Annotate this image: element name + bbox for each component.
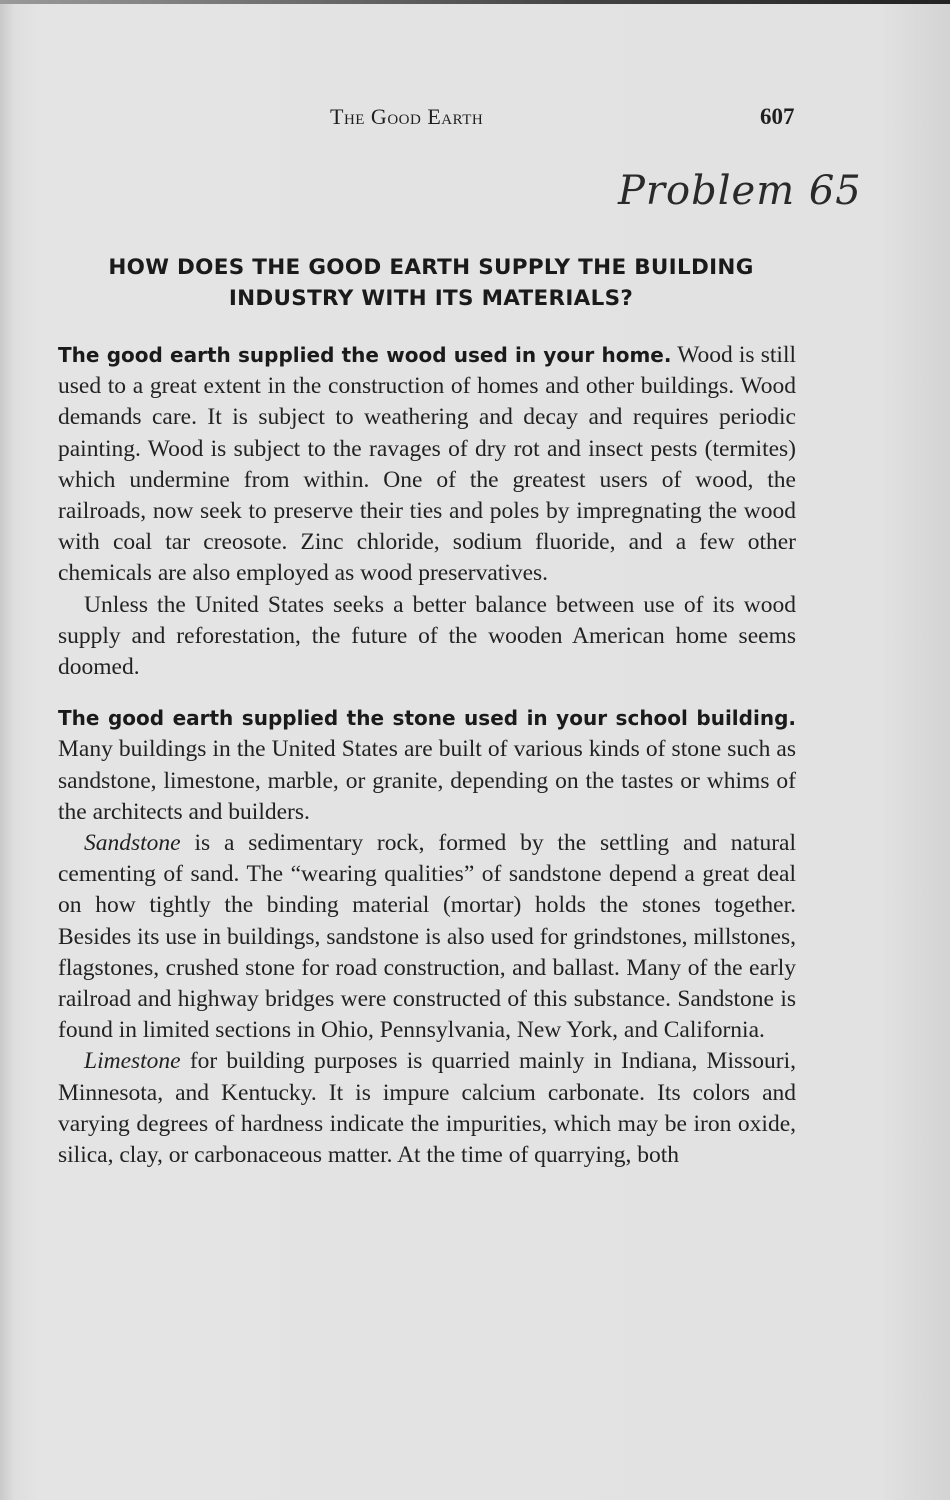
section-heading: HOW DOES THE GOOD EARTH SUPPLY THE BUILDING INDUSTRY WITH ITS MATERIALS?	[108, 255, 754, 311]
limestone-term: Limestone	[84, 1048, 181, 1075]
section-gap	[58, 683, 796, 703]
running-head	[0, 104, 950, 134]
problem-label: Problem 65	[618, 168, 862, 214]
stone-lead: The good earth supplied the stone used in your school building.	[58, 706, 796, 731]
sandstone-paragraph	[58, 828, 796, 1046]
running-title: The Good Earth	[330, 104, 484, 129]
wood-paragraph-2: Unless the United States seeks a better balance between use of its wood supply and reforestation, the future of the wooden American home seems doomed.	[58, 591, 796, 681]
wood-text: Wood is still used to a great extent in the construction of homes and other buildings. Wood demands care. It is subject to weathering and decay and requires periodic painting. Wood is subject to the ravages of dry rot and insect pests (termites) which undermine from within. One of the greatest users of wood, the railroads, now seek to preserve their ties and poles by impregnating the wood with coal tar creosote. Zinc chloride, sodium fluoride, and a few other chemicals are also employed as wood preservatives.	[58, 342, 796, 587]
page-top-edge	[0, 0, 950, 4]
sandstone-term: Sandstone	[84, 830, 181, 857]
wood-lead: The good earth supplied the wood used in your home.	[58, 343, 672, 367]
limestone-text: for building purposes is quarried mainly in Indiana, Missouri, Minnesota, and Kentucky. It is impure calcium carbonate. Its colors and varying degrees of hardness indicate the impurities, which may be iron oxide, silica, clay, or carbonaceous matter. At the time of quarrying, both	[58, 1048, 796, 1169]
page-number: 607	[760, 104, 795, 129]
wood-paragraph	[58, 340, 796, 590]
limestone-paragraph	[58, 1046, 796, 1171]
body-text	[58, 340, 796, 1171]
stone-paragraph	[58, 703, 796, 828]
stone-text: Many buildings in the United States are built of various kinds of stone such as sandstone, limestone, marble, or granite, depending on the tastes or whims of the architects and builders.	[58, 736, 796, 825]
sandstone-text: is a sedimentary rock, formed by the settling and natural cementing of sand. The “wearing qualities” of sandstone depend a great deal on how tightly the binding material (mortar) holds the stones together. Besides its use in buildings, sandstone is also used for grindstones, millstones, flagstones, crushed stone for road construction, and ballast. Many of the early railroad and highway bridges were constructed of this substance. Sandstone is found in limited sections in Ohio, Pennsylvania, New York, and California.	[58, 830, 796, 1044]
